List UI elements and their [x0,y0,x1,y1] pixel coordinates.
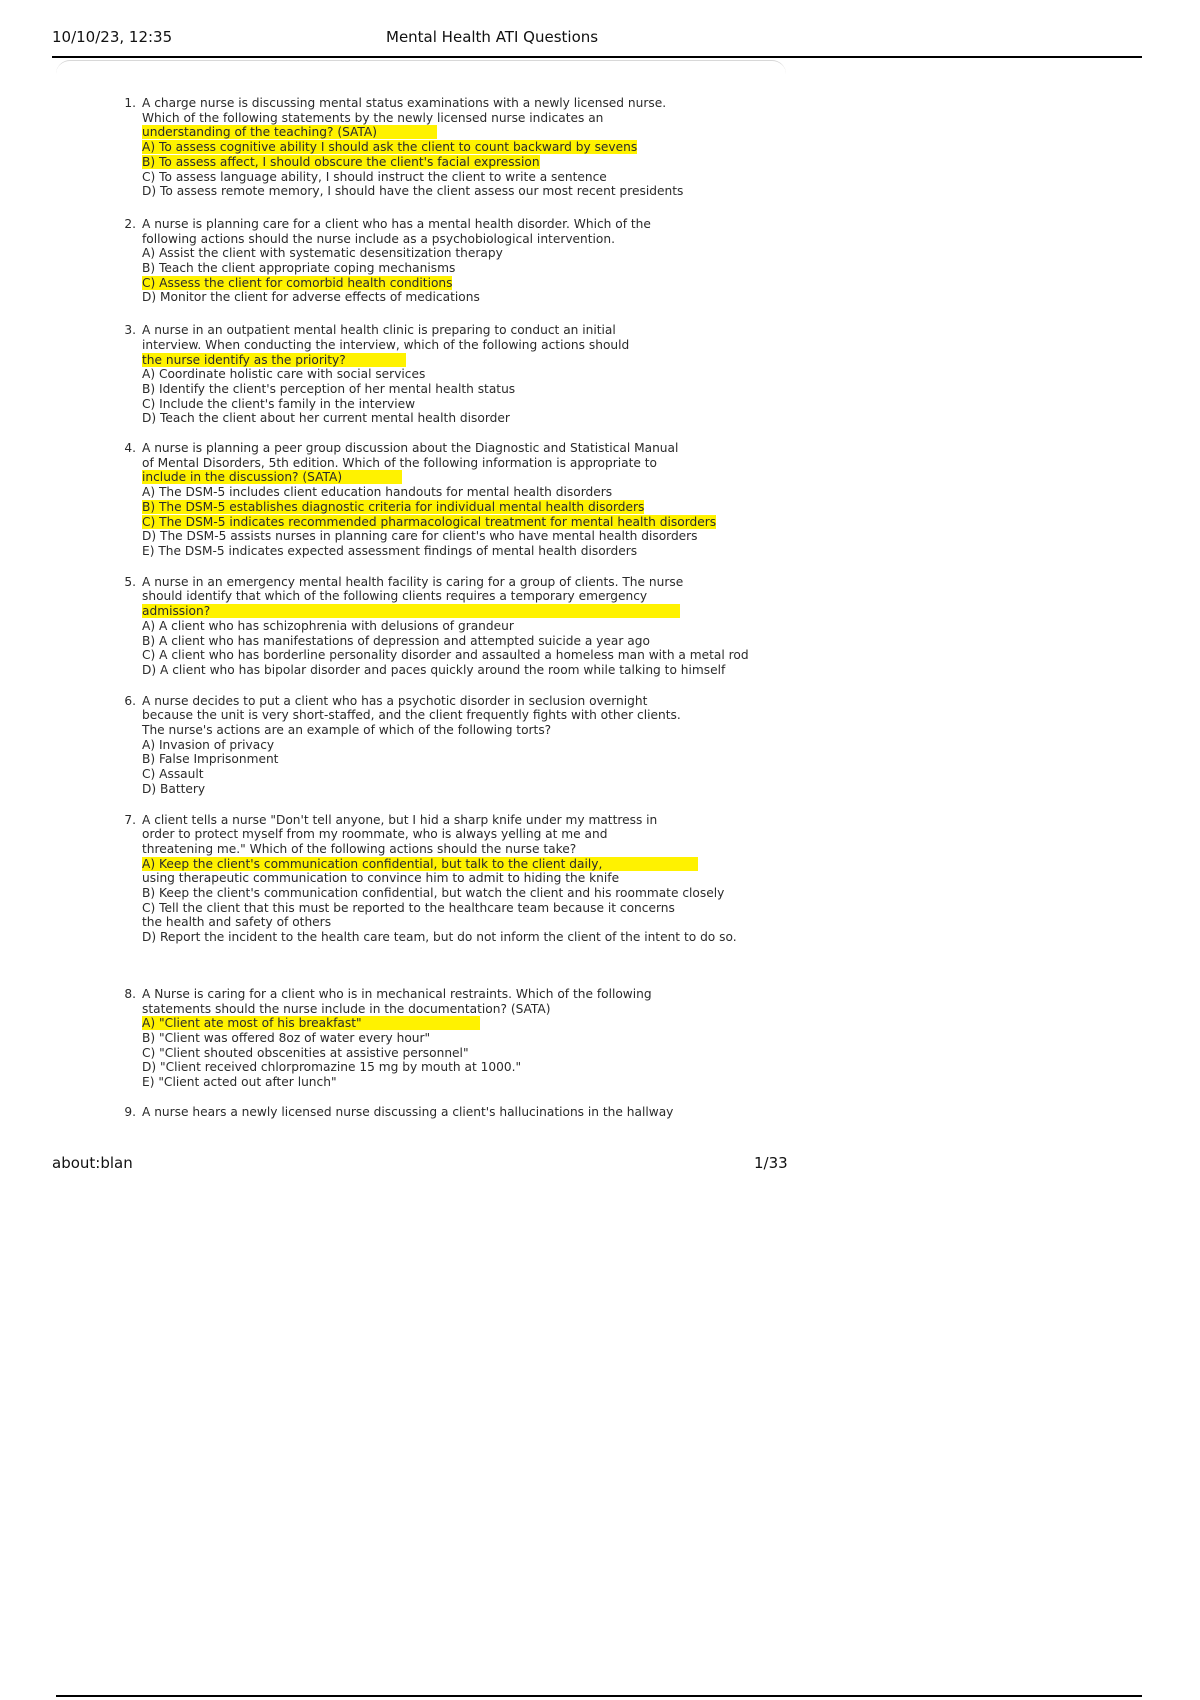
answer-option: C) A client who has borderline personality disorder and assaulted a homeless man with a metal rod [142,648,749,663]
answer-option [142,155,814,170]
answer-option: A) A client who has schizophrenia with delusions of grandeur [142,618,514,633]
answer-option [142,276,814,291]
answer-option [142,1016,814,1031]
answer-option: D) Teach the client about her current mental health disorder [142,411,510,426]
question-4 [114,441,814,559]
answer-option: D) To assess remote memory, I should have the client assess our most recent presidents [142,184,684,199]
question-stem-line: A nurse in an emergency mental health facility is caring for a group of clients. The nurse [142,574,684,589]
question-stem-line: A nurse decides to put a client who has a psychotic disorder in seclusion overnight [142,693,648,708]
answer-option: C) Include the client's family in the interview [142,396,416,411]
answer-option: D) Monitor the client for adverse effects of medications [142,290,480,305]
question-stem-line: should identify that which of the following clients requires a temporary emergency [142,589,648,604]
question-stem-line [142,125,814,140]
answer-option: using therapeutic communication to convince him to admit to hiding the knife [142,871,620,886]
print-header [52,24,1142,58]
question-stem-line: A nurse is planning care for a client who has a mental health disorder. Which of the [142,216,651,231]
question-stem-line: statements should the nurse include in the documentation? (SATA) [142,1001,551,1016]
answer-option: B) Identify the client's perception of her mental health status [142,381,516,396]
question-stem-line: The nurse's actions are an example of which of the following torts? [142,723,552,738]
print-datetime: 10/10/23, 12:35 [52,28,173,46]
question-stem-line: of Mental Disorders, 5th edition. Which of the following information is appropriate to [142,455,657,470]
answer-option: A) The DSM-5 includes client education handouts for mental health disorders [142,485,613,500]
print-footer-url: about:blan [52,1154,133,1172]
question-number: 5. [124,574,136,589]
answer-option: C) "Client shouted obscenities at assistive personnel" [142,1045,469,1060]
question-list [114,96,814,1119]
answer-option: D) Report the incident to the health care team, but do not inform the client of the intent to do so. [142,930,737,945]
answer-option: C) Assault [142,767,204,782]
highlighted-text: A) To assess cognitive ability I should ask the client to count backward by sevens [142,140,638,155]
question-stem-line: A nurse hears a newly licensed nurse discussing a client's hallucinations in the hallway [142,1104,674,1119]
question-stem-line: threatening me." Which of the following actions should the nurse take? [142,841,577,856]
question-number: 2. [124,216,136,231]
question-stem-line: because the unit is very short-staffed, and the client frequently fights with other clients. [142,708,681,723]
question-number: 6. [124,693,136,708]
question-3 [114,323,814,426]
highlighted-text: A) "Client ate most of his breakfast" [142,1016,480,1030]
answer-option: the health and safety of others [142,915,332,930]
answer-option: B) Keep the client's communication confidential, but watch the client and his roommate closely [142,886,725,901]
question-stem-line: following actions should the nurse include as a psychobiological intervention. [142,231,615,246]
question-stem-line: interview. When conducting the interview, which of the following actions should [142,337,630,352]
answer-option: D) A client who has bipolar disorder and paces quickly around the room while talking to himself [142,662,726,677]
answer-option: A) Invasion of privacy [142,737,275,752]
highlighted-text: C) The DSM-5 indicates recommended pharmacological treatment for mental health disorders [142,514,717,529]
question-1 [114,96,814,199]
question-6 [114,694,814,797]
question-number: 4. [124,441,136,456]
answer-option [142,857,814,872]
highlighted-text: the nurse identify as the priority? [142,353,406,367]
answer-option: B) False Imprisonment [142,752,279,767]
question-stem-line [142,470,814,485]
bottom-divider [56,1695,1142,1697]
question-stem-line: A Nurse is caring for a client who is in mechanical restraints. Which of the following [142,986,652,1001]
question-stem-line: A nurse in an outpatient mental health clinic is preparing to conduct an initial [142,323,616,338]
question-number: 7. [124,812,136,827]
highlighted-text: C) Assess the client for comorbid health conditions [142,275,453,290]
answer-option: A) Assist the client with systematic desensitization therapy [142,246,503,261]
answer-option: B) Teach the client appropriate coping mechanisms [142,261,456,276]
highlighted-text: A) Keep the client's communication confidential, but talk to the client daily, [142,857,698,871]
question-9 [114,1105,814,1120]
question-stem-line: order to protect myself from my roommate, who is always yelling at me and [142,827,608,842]
question-number: 3. [124,323,136,338]
answer-option: D) The DSM-5 assists nurses in planning care for client's who have mental health disorders [142,529,698,544]
question-stem-line: A client tells a nurse "Don't tell anyone, but I hid a sharp knife under my mattress in [142,812,658,827]
question-stem-line [142,604,814,619]
question-8 [114,987,814,1090]
question-stem-line: Which of the following statements by the newly licensed nurse indicates an [142,110,604,125]
highlighted-text: B) To assess affect, I should obscure the client's facial expression [142,154,540,169]
question-5 [114,575,814,678]
answer-option: D) Battery [142,781,206,796]
answer-option [142,500,814,515]
question-2 [114,217,814,305]
highlighted-text: understanding of the teaching? (SATA) [142,125,437,139]
question-stem-line: A charge nurse is discussing mental status examinations with a newly licensed nurse. [142,96,667,110]
question-stem-line [142,353,814,368]
highlighted-text: B) The DSM-5 establishes diagnostic criteria for individual mental health disorders [142,499,645,514]
answer-option [142,140,814,155]
question-stem-line: A nurse is planning a peer group discussion about the Diagnostic and Statistical Manual [142,441,679,456]
highlighted-text: include in the discussion? (SATA) [142,470,402,484]
question-number: 8. [124,986,136,1001]
answer-option: A) Coordinate holistic care with social services [142,367,426,382]
highlighted-text: admission? [142,604,680,618]
answer-option [142,515,814,530]
answer-option: D) "Client received chlorpromazine 15 mg by mouth at 1000." [142,1060,522,1075]
question-number: 9. [124,1104,136,1119]
answer-option: C) Tell the client that this must be reported to the healthcare team because it concerns [142,900,675,915]
page-number: 1/33 [754,1154,788,1172]
answer-option: E) The DSM-5 indicates expected assessment findings of mental health disorders [142,543,638,558]
document-title: Mental Health ATI Questions [386,28,599,46]
answer-option: B) A client who has manifestations of depression and attempted suicide a year ago [142,633,650,648]
answer-option: C) To assess language ability, I should instruct the client to write a sentence [142,169,607,184]
question-number: 1. [124,96,136,110]
answer-option: E) "Client acted out after lunch" [142,1075,337,1090]
answer-option: B) "Client was offered 8oz of water every hour" [142,1030,431,1045]
question-7 [114,813,814,945]
